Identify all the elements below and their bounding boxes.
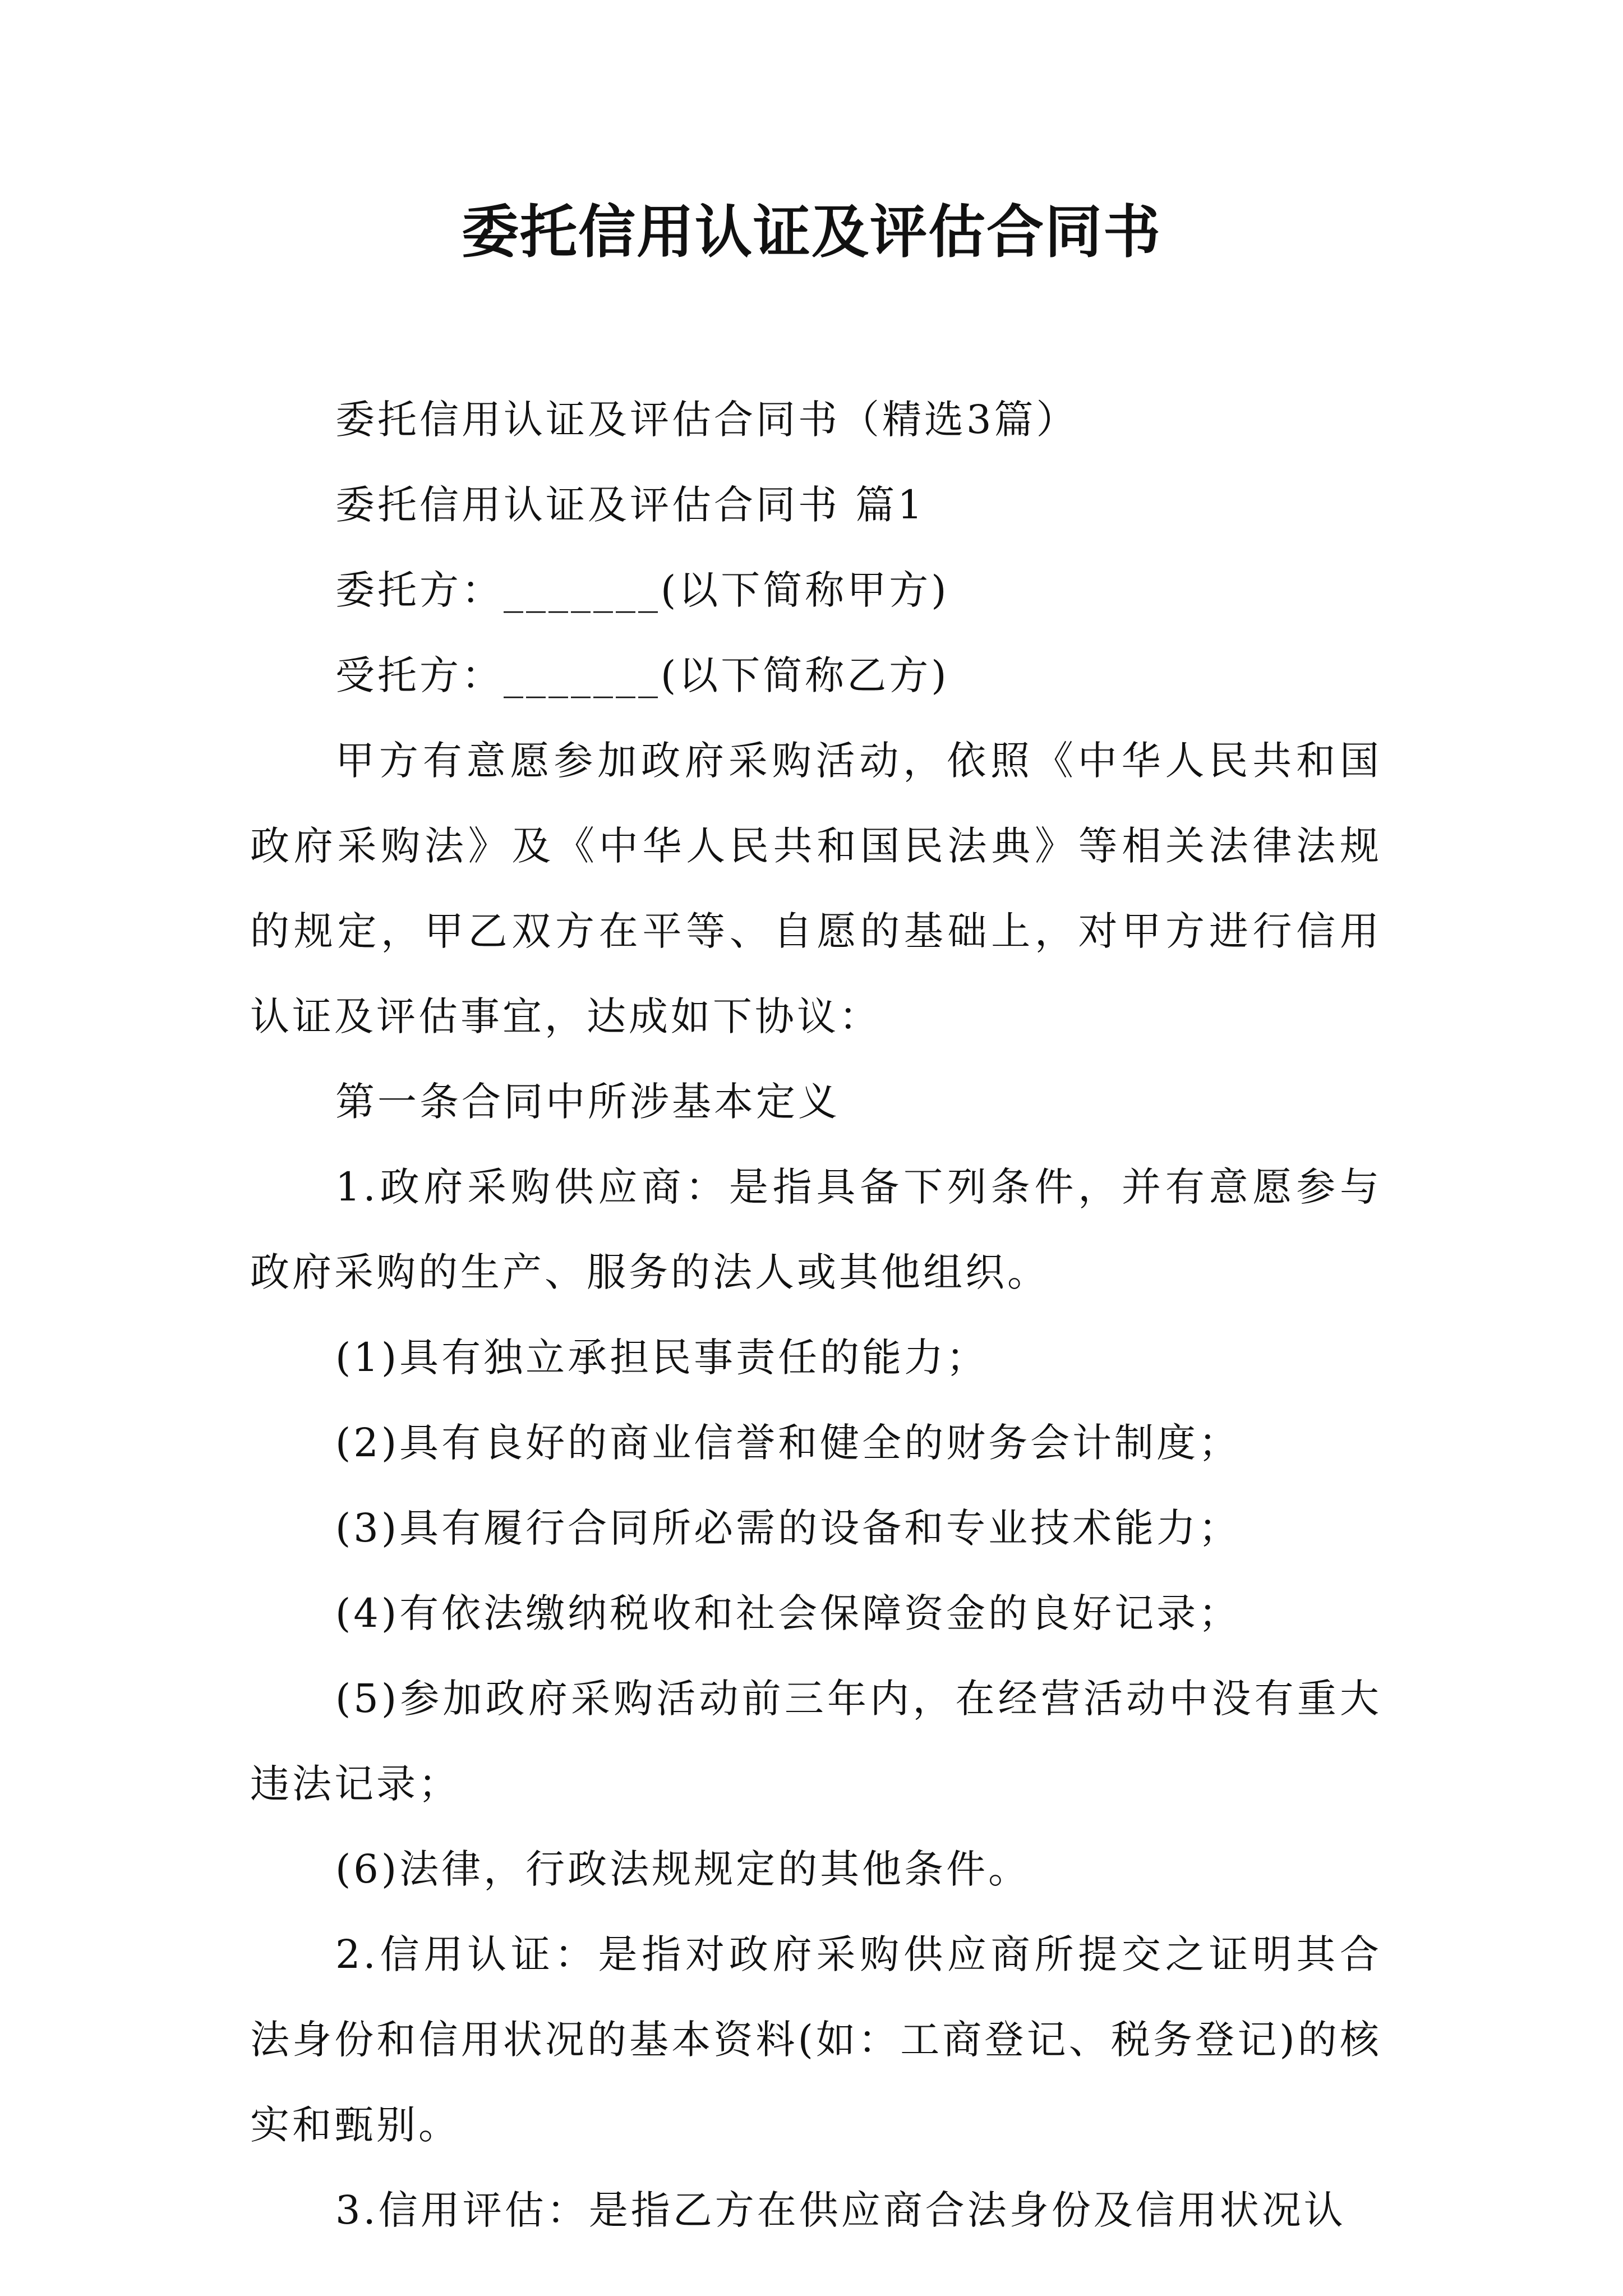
paragraph-subtitle: 委托信用认证及评估合同书（精选3篇） <box>335 397 1078 443</box>
paragraph-condition-3: (3)具有履行合同所必需的设备和专业技术能力； <box>335 1505 1241 1551</box>
paragraph-condition-1: (1)具有独立承担民事责任的能力； <box>335 1335 989 1381</box>
paragraph-trustee: 受托方：_______(以下简称乙方) <box>335 652 949 698</box>
paragraph-definition-2: 2.信用认证：是指对政府采购供应商所提交之证明其合法身份和信用状况的基本资料(如：工商登记、税务登记)的核实和甄别。 <box>250 1931 1382 2148</box>
paragraph-preamble: 甲方有意愿参加政府采购活动，依照《中华人民共和国政府采购法》及《中华人民共和国民法典》等相关法律法规的规定，甲乙双方在平等、自愿的基础上，对甲方进行信用认证及评估事宜，达成如下协议： <box>250 738 1382 1039</box>
paragraph-condition-5: (5)参加政府采购活动前三年内，在经营活动中没有重大违法记录； <box>250 1676 1382 1807</box>
document-title: 委托信用认证及评估合同书 <box>462 199 1161 266</box>
paragraph-article-1-heading: 第一条合同中所涉基本定义 <box>335 1079 840 1125</box>
document-body <box>250 377 1382 2253</box>
paragraph-definition-1: 1.政府采购供应商：是指具备下列条件，并有意愿参与政府采购的生产、服务的法人或其他组织。 <box>250 1164 1382 1295</box>
paragraph-definition-3: 3.信用评估：是指乙方在供应商合法身份及信用状况认 <box>335 2187 1346 2233</box>
paragraph-condition-2: (2)具有良好的商业信誉和健全的财务会计制度； <box>335 1420 1241 1466</box>
paragraph-condition-6: (6)法律，行政法规规定的其他条件。 <box>335 1846 1031 1892</box>
paragraph-condition-4: (4)有依法缴纳税收和社会保障资金的良好记录； <box>335 1590 1241 1636</box>
paragraph-client: 委托方：_______(以下简称甲方) <box>335 567 949 613</box>
paragraph-section-heading: 委托信用认证及评估合同书 篇1 <box>335 482 925 528</box>
